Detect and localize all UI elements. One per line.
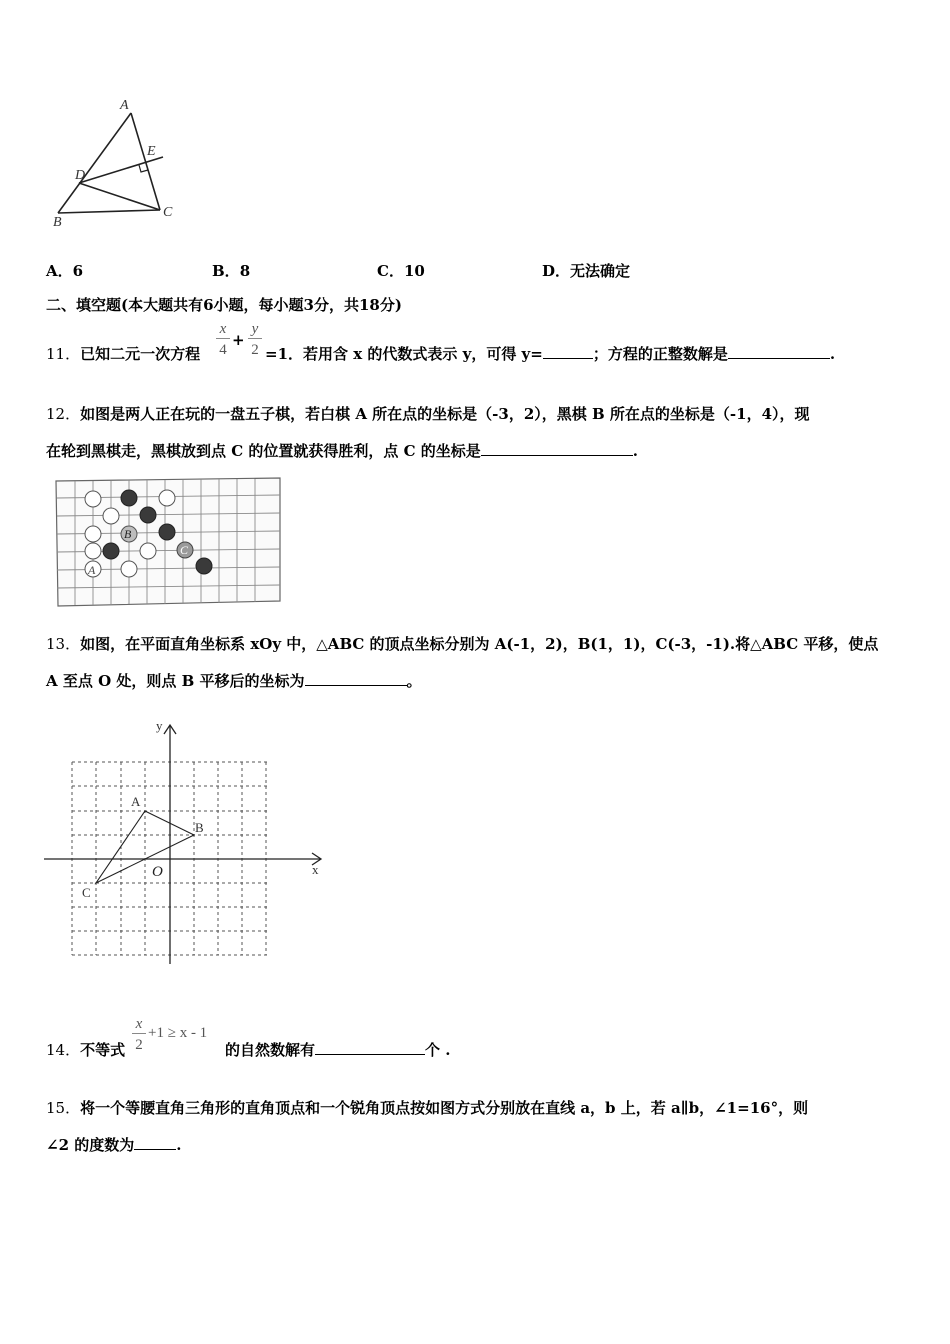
answer-blank[interactable]: [134, 1135, 176, 1150]
point-label-C: C: [82, 885, 91, 900]
axis-label-x: x: [312, 862, 319, 877]
gomoku-board: [54, 476, 284, 608]
point-label-A: A: [131, 794, 141, 809]
label-B: B: [53, 215, 62, 230]
origin-label: O: [152, 864, 163, 880]
option-a: A．6: [46, 262, 84, 280]
question-15-line2: ∠2 的度数为 .: [46, 1136, 182, 1154]
board-label-A: A: [88, 563, 96, 577]
answer-blank[interactable]: [305, 671, 407, 686]
answer-blank[interactable]: [315, 1040, 425, 1055]
question-13-line1: 13．如图，在平面直角坐标系 xOy 中，△ABC 的顶点坐标分别为 A(-1，2)，B(1，1)，C(-3，-1).将△ABC 平移，使点: [46, 635, 879, 653]
board-label-B: B: [124, 527, 132, 541]
q11-rest: =1．若用含 x 的代数式表示 y，可得 y= ；方程的正整数解是 .: [265, 345, 836, 363]
option-c: C．10: [377, 262, 425, 280]
question-13-line2: A 至点 O 处，则点 B 平移后的坐标为 。: [46, 672, 422, 690]
question-15-line1: 15．将一个等腰直角三角形的直角顶点和一个锐角顶点按如图方式分别放在直线 a，b 上，若 a∥b，∠1=16°，则: [46, 1099, 809, 1117]
label-C: C: [163, 205, 173, 220]
q11-fraction-x4: x 4: [216, 320, 230, 364]
q14-fraction: x 2: [132, 1015, 146, 1059]
question-12-line2: 在轮到黑棋走，黑棋放到点 C 的位置就获得胜利，点 C 的坐标是 .: [46, 442, 639, 460]
q11-plus: +: [232, 331, 245, 349]
label-E: E: [147, 144, 156, 159]
q14-rest: 的自然数解有 个 .: [225, 1041, 451, 1059]
label-A: A: [120, 98, 129, 113]
question-14: 14．不等式: [46, 1041, 126, 1059]
q14-expression: +1 ≥ x - 1: [148, 1025, 208, 1041]
option-d: D．无法确定: [542, 262, 631, 280]
coordinate-figure: [42, 716, 332, 966]
answer-blank[interactable]: [728, 344, 830, 359]
answer-blank[interactable]: [481, 441, 633, 456]
point-label-B: B: [195, 820, 204, 835]
axis-label-y: y: [156, 718, 163, 733]
question-12-line1: 12．如图是两人正在玩的一盘五子棋，若白棋 A 所在点的坐标是（-3，2），黑棋 B 所在点的坐标是（-1，4），现: [46, 405, 810, 423]
section-title: 二、填空题(本大题共有6小题，每小题3分，共18分): [46, 296, 402, 314]
q11-fraction-y2: y 2: [248, 320, 262, 364]
label-D: D: [75, 168, 86, 183]
option-b: B．8: [212, 262, 251, 280]
triangle-figure: [45, 95, 185, 235]
answer-blank[interactable]: [543, 344, 593, 359]
question-11: 11．已知二元一次方程: [46, 345, 201, 363]
board-label-C: C: [180, 543, 189, 557]
